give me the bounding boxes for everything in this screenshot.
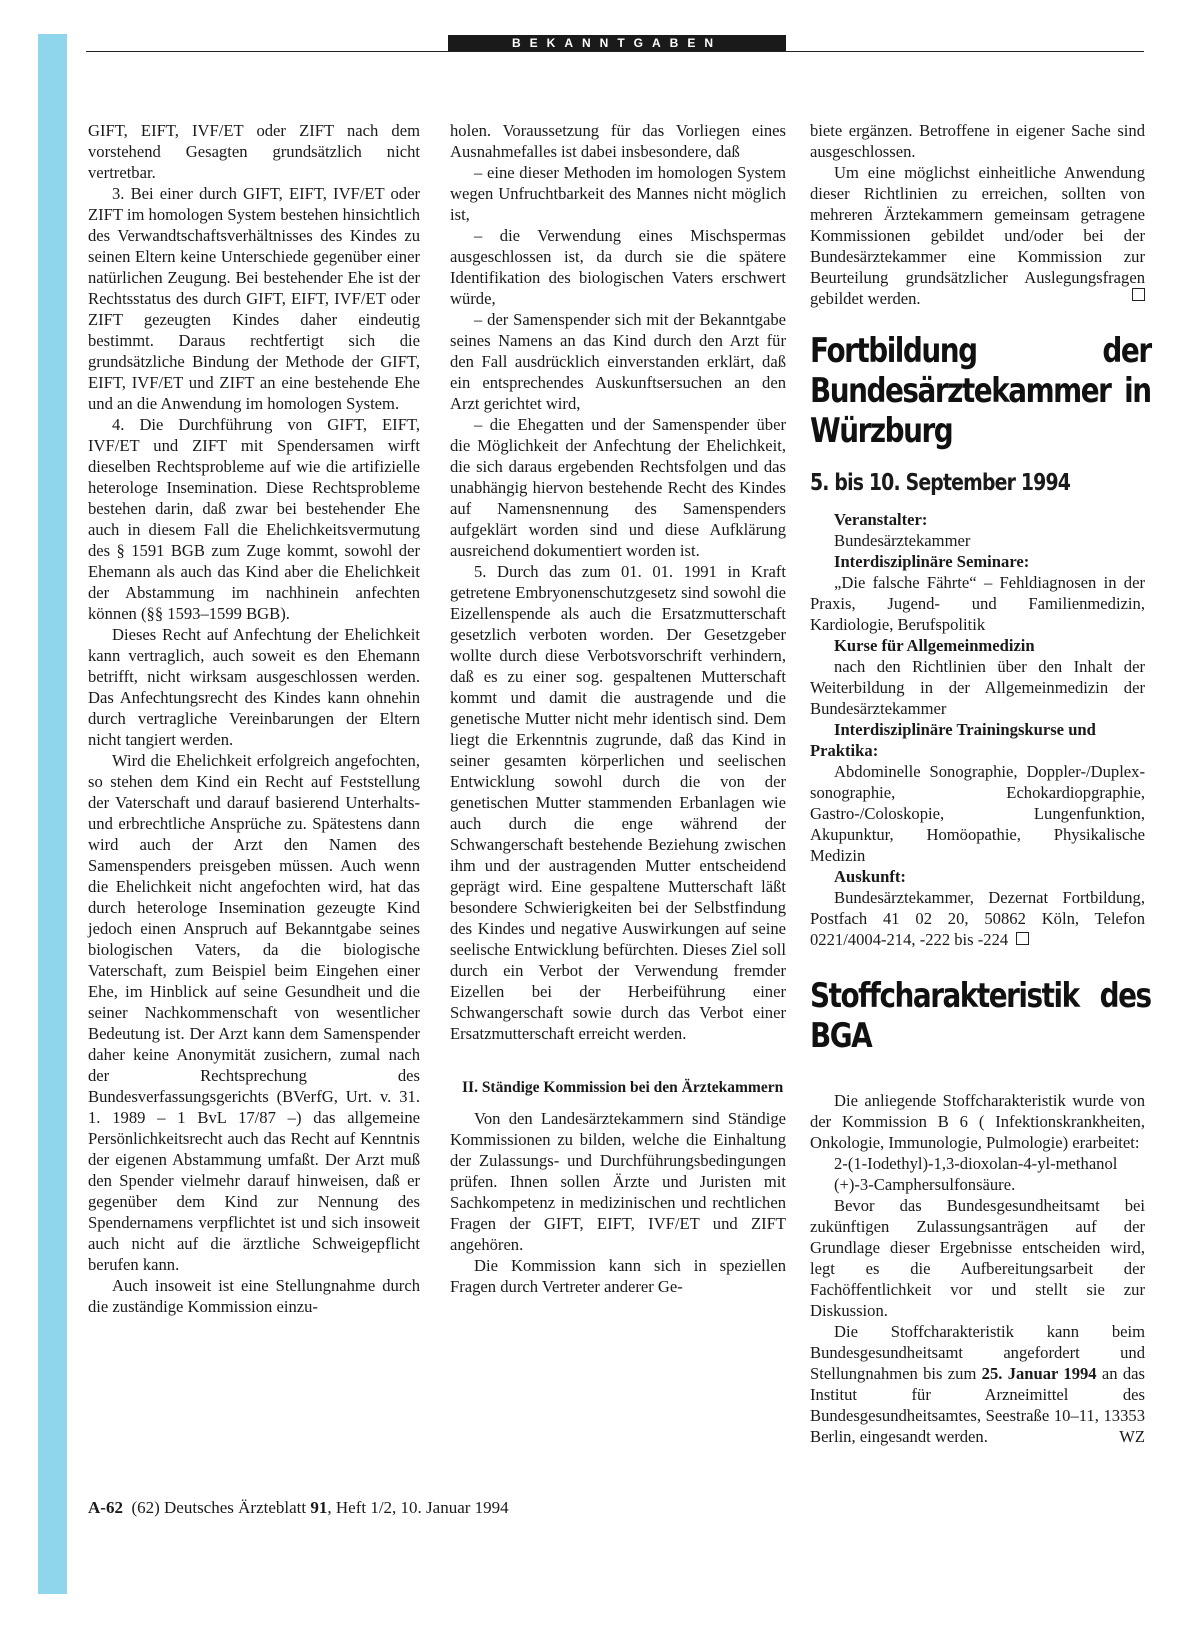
list-item: – eine dieser Methoden im homologen System wegen Unfruchtbarkeit des Mannes nicht möglich ist, bbox=[450, 163, 786, 224]
label-seminare: Interdisziplinäre Seminare: bbox=[834, 552, 1030, 571]
paragraph: Auch insoweit ist eine Stellungnahme durch die zuständige Kommission einzu- bbox=[88, 1276, 420, 1316]
subheading: II. Ständige Kommission bei den Ärztekammern bbox=[462, 1079, 784, 1096]
article-stoffcharakteristik bbox=[810, 976, 1151, 1447]
paragraph: Die anliegende Stoffcharakteristik wurde von der Kommission B 6 ( Infektionskrankheiten, Onkologie, Immunologie, Pulmologie) erarbeitet: bbox=[810, 1091, 1145, 1152]
column-2 bbox=[450, 120, 786, 1297]
paragraph: Von den Landesärztekammern sind Ständige Kommissionen zu bilden, welche die Einhaltung der Zulassungs- und Durchführungsbedingungen prüfen. Ihnen sollen Ärzte und Juristen mit Sachkompetenz in medizinischen und rechtlichen Fragen der GIFT, EIFT, IVF/ET und ZIFT angehören. bbox=[450, 1109, 786, 1254]
paragraph: 5. Durch das zum 01. 01. 1991 in Kraft getretene Embryonenschutzgesetz sind sowohl die Eizellenspende als auch die Ersatzmutterschaft gesetzlich verboten worden. Der Gesetzgeber wollte durch diese Verbotsvorschrift verhindern, daß es zu einer sog. gespaltenen Mutterschaft kommt und damit die austragende und die genetische Mutter nicht mehr identisch sind. Dem liegt die Erkenntnis zugrunde, daß das Kind in seiner gesamten körperlichen und seelischen Entwicklung sowohl durch die von der genetischen Mutter stammenden Erbanlagen wie auch durch die enge während der Schwangerschaft bestehende Beziehung zwischen ihm und der austragenden Mutter entscheidend geprägt wird. Eine gespaltene Mutterschaft läßt besondere Schwierigkeiten bei der Selbstfindung des Kindes und negative Auswirkungen auf seine seelische Entwicklung befürchten. Dieses Ziel soll durch ein Verbot der Verwendung fremder Eizellen bei der Herbeiführung einer Schwangerschaft sowie durch das Verbot einer Ersatzmutterschaft erreicht werden. bbox=[450, 562, 786, 1043]
paragraph: (+)-3-Camphersulfonsäure. bbox=[834, 1175, 1016, 1194]
section-label: BEKANNTGABEN bbox=[448, 35, 786, 51]
auskunft-text: Bundesärztekammer, Dezernat Fortbildung, Postfach 41 02 20, 50862 Köln, Telefon 0221/4004-214, -222 bis -224 bbox=[810, 888, 1145, 949]
column-1 bbox=[88, 120, 420, 1317]
label-training: Interdisziplinäre Trainingskurse und Praktika: bbox=[810, 720, 1096, 760]
color-sidebar bbox=[38, 34, 67, 1594]
event-date: 5. bis 10. September 1994 bbox=[810, 470, 1071, 496]
volume-number: 91 bbox=[310, 1498, 328, 1517]
text-veranstalter: Bundesärztekammer bbox=[834, 531, 971, 550]
end-mark-icon bbox=[1132, 288, 1145, 301]
list-item: – der Samenspender sich mit der Bekanntgabe seines Namens an das Kind durch den Arzt für den Fall ausdrücklich einverstanden erklärt, daß ein entsprechendes Auskunftsersuchen an den Arzt gerichtet wird, bbox=[450, 310, 786, 413]
column-3 bbox=[810, 120, 1151, 1447]
author-signature: WZ bbox=[1119, 1427, 1145, 1446]
paragraph: Wird die Ehelichkeit erfolgreich angefochten, so stehen dem Kind ein Recht auf Feststellung der Vaterschaft und darauf basierend Unterhalts- und erbrechtliche Ansprüche zu. Spätestens dann wird auch der Arzt den Namen des Samenspenders preisgeben müssen. Auch wenn die Ehelichkeit nicht angefochten wird, hat das durch heterologe Insemination gezeugte Kind jedoch einen Anspruch auf Bekanntgabe seines biologischen Vaters, da die biologische Vaterschaft, zum Beispiel beim Eingehen einer Ehe, im Hinblick auf seine Gesundheit und die seiner Nachkommenschaft von wesentlicher Bedeutung ist. Der Arzt kann dem Samenspender daher keine Anonymität zusichern, zumal nach der Rechtsprechung des Bundesverfassungsgerichts (BVerfG, Urt. v. 31. 1. 1989 – 1 BvL 17/87 –) das allgemeine Persönlichkeitsrecht auch das Recht auf Kenntnis der eigenen Abstammung umfaßt. Der Arzt muß den Spender vielmehr darauf hinweisen, daß er gegenüber dem Kind zur Nennung des Spendernamens verpflichtet ist und sich insoweit auch nicht auf die ärztliche Schweigepflicht berufen kann. bbox=[88, 751, 420, 1274]
paragraph: holen. Voraussetzung für das Vorliegen eines Ausnahmefalles ist dabei insbesondere, daß bbox=[450, 121, 786, 161]
paragraph bbox=[810, 1321, 1145, 1447]
list-item: – die Verwendung eines Mischspermas ausgeschlossen ist, da durch sie die spätere Identifikation des biologischen Vaters erschwert würde, bbox=[450, 226, 786, 308]
paragraph bbox=[810, 162, 1145, 309]
article-heading: Stoffcharakteristik des BGA bbox=[810, 976, 1151, 1056]
paragraph: GIFT, EIFT, IVF/ET oder ZIFT nach dem vorstehend Gesagten grundsätzlich nicht vertretbar. bbox=[88, 121, 420, 182]
text-training: Abdominelle Sonographie, Doppler-/Duplex-sonographie, Echokardiopgraphie, Gastro-/Coloskopie, Lungenfunktion, Akupunktur, Homöopathie, Physikalische Medizin bbox=[810, 762, 1145, 865]
article-fortbildung bbox=[810, 331, 1151, 950]
label-auskunft: Auskunft: bbox=[834, 867, 906, 886]
text-seminare: „Die falsche Fährte“ – Fehldiagnosen in der Praxis, Jugend- und Familienmedizin, Kardiologie, Berufspolitik bbox=[810, 573, 1145, 634]
header-rule bbox=[86, 51, 1144, 52]
page-number: A-62 bbox=[88, 1498, 123, 1517]
deadline-date: 25. Januar 1994 bbox=[981, 1364, 1097, 1383]
paragraph: 4. Die Durchführung von GIFT, EIFT, IVF/ET und ZIFT mit Spendersamen wirft dieselben Rechtsprobleme auf wie die artifizielle heterologe Insemination. Diese Rechtsprobleme bestehen darin, daß zwar bei bestehender Ehe auch in diesem Fall die Ehelichkeitsvermutung des § 1591 BGB zum Zuge kommt, sowohl der Ehemann als auch das Kind aber die Ehelichkeit der Abstammung im nachhinein anfechten können (§§ 1593–1599 BGB). bbox=[88, 415, 420, 623]
text-span: Die Stoffcharakteristik kann beim Bundesgesundheitsamt angefordert und Stellungnahmen bis zum bbox=[810, 1322, 1145, 1383]
paragraph: 3. Bei einer durch GIFT, EIFT, IVF/ET oder ZIFT im homologen System bestehen hinsichtlich des Verwandtschaftsverhältnisses des Kindes zu seinen Eltern keine Unterschiede gegenüber einer natürlichen Zeugung. Bei bestehender Ehe ist der Rechtsstatus des durch GIFT, EIFT, IVF/ET oder ZIFT gezeugten Kindes daher eindeutig bestimmt. Daraus rechtfertigt sich die grundsätzliche Bindung der Methode der GIFT, EIFT, IVF/ET und ZIFT an eine bestehende Ehe und an die Anwendung im homologen System. bbox=[88, 184, 420, 413]
label-kurse: Kurse für Allgemeinmedizin bbox=[834, 636, 1035, 655]
page-footer bbox=[88, 1498, 509, 1518]
text-kurse: nach den Richtlinien über den Inhalt der Weiterbildung in der Allgemeinmedizin der Bundesärztekammer bbox=[810, 657, 1145, 718]
paragraph: Die Kommission kann sich in speziellen Fragen durch Vertreter anderer Ge- bbox=[450, 1256, 786, 1296]
article-heading: Fortbildung der Bundesärztekammer in Würzburg bbox=[810, 331, 1151, 451]
paragraph: Dieses Recht auf Anfechtung der Ehelichkeit kann vertraglich, auch soweit es den Ehemann betrifft, nicht wirksam ausgeschlossen werden. Das Anfechtungsrecht des Kindes kann ohnehin durch vertragliche Vereinbarungen der Eltern nicht tangiert werden. bbox=[88, 625, 420, 749]
paragraph: biete ergänzen. Betroffene in eigener Sache sind ausgeschlossen. bbox=[810, 121, 1145, 161]
text-span: an das Institut für Arzneimittel des Bundesgesundheitsamtes, Seestraße 10–11, 13353 Berlin, eingesandt werden. bbox=[810, 1364, 1145, 1446]
journal-name: (62) Deutsches Ärzteblatt bbox=[131, 1498, 307, 1517]
paragraph: 2-(1-Iodethyl)-1,3-dioxolan-4-yl-methanol bbox=[834, 1154, 1118, 1173]
label-veranstalter: Veranstalter: bbox=[834, 510, 928, 529]
list-item: – die Ehegatten und der Samenspender über die Möglichkeit der Anfechtung der Ehelichkeit, die sich daraus ergebenden Rechtsfolgen und das unabhängig hiervon bestehende Recht des Kindes auf Namensnennung des Samenspenders aufgeklärt worden sind und diese Aufklärung ausreichend dokumentiert worden ist. bbox=[450, 415, 786, 560]
paragraph-text: Um eine möglichst einheitliche Anwendung dieser Richtlinien zu erreichen, sollten von mehreren Ärztekammern gemeinsam getragene Kommissionen gebildet und/oder bei der Bundesärztekammer eine Kommission zur Beurteilung grundsätzlicher Auslegungsfragen gebildet werden. bbox=[810, 163, 1145, 308]
text-auskunft bbox=[810, 887, 1145, 950]
issue-info: , Heft 1/2, 10. Januar 1994 bbox=[327, 1498, 509, 1517]
end-mark-icon bbox=[1016, 932, 1029, 945]
paragraph: Bevor das Bundesgesundheitsamt bei zukünftigen Zulassungsanträgen auf der Grundlage dieser Ergebnisse entscheiden wird, legt es die Aufbereitungsarbeit der Fachöffentlichkeit vor und stellt sie zur Diskussion. bbox=[810, 1196, 1145, 1320]
